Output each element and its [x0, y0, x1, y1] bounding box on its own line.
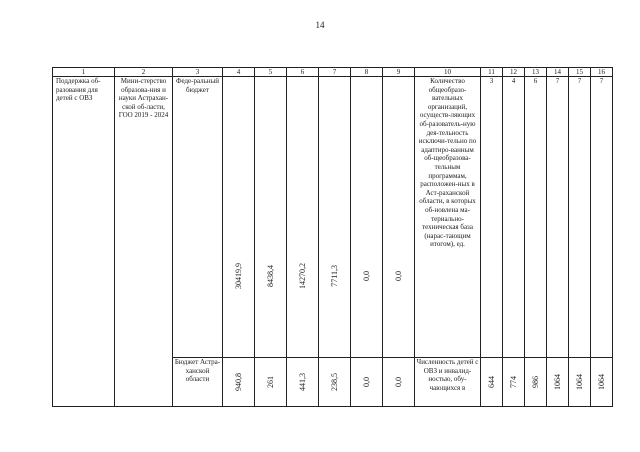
event-name-cell: Поддержка об-разования для детей с ОВЗ	[53, 77, 115, 407]
target-value: 1064	[552, 374, 562, 390]
header-cell: 5	[255, 68, 287, 77]
page-number: 14	[315, 20, 325, 30]
amount-value: 7711,3	[329, 265, 339, 287]
target-cell: 7	[569, 77, 591, 358]
header-cell: 10	[415, 68, 481, 77]
amount-cell	[255, 77, 287, 358]
amount-value: 940,8	[233, 373, 243, 391]
amount-value: 14270,2	[297, 263, 307, 289]
table-header-row	[53, 68, 613, 77]
target-value: 644	[486, 376, 496, 388]
header-cell: 6	[287, 68, 319, 77]
amount-cell	[319, 77, 351, 358]
target-cell	[481, 358, 503, 407]
amount-cell	[383, 358, 415, 407]
header-cell: 13	[525, 68, 547, 77]
target-cell: 3	[481, 77, 503, 358]
target-cell: 7	[591, 77, 613, 358]
header-cell: 4	[223, 68, 255, 77]
header-cell: 12	[503, 68, 525, 77]
amount-cell	[351, 358, 383, 407]
target-cell	[503, 358, 525, 407]
header-cell: 11	[481, 68, 503, 77]
target-value: 1064	[596, 374, 606, 390]
amount-cell	[255, 358, 287, 407]
header-cell: 1	[53, 68, 115, 77]
executor-cell: Мини-стерство образова-ния и науки Астрахан-ской об-ласти, ГОО 2019 - 2024	[115, 77, 173, 407]
funding-source-cell: Феде-ральный бюджет	[173, 77, 223, 358]
target-cell	[547, 358, 569, 407]
amount-value: 441,3	[297, 373, 307, 391]
amount-cell	[351, 77, 383, 358]
header-cell: 8	[351, 68, 383, 77]
indicator-cell: Количество общеобразо-вательных организаций, осуществ-ляющих об-разователь-ную дея-тельность исключи-тельно по адаптиро-ванным об-щеобразова-тельным программам, расположен-ных в Аст-раханской области, в которых об-новлена ма-териально-техническая база (нарас-тающим итогом), ед.	[415, 77, 481, 358]
amount-cell	[223, 358, 255, 407]
amount-value: 0,0	[393, 271, 403, 281]
amount-value: 0,0	[393, 377, 403, 387]
amount-cell	[287, 77, 319, 358]
amount-value: 30419,9	[233, 263, 243, 289]
amount-cell	[287, 358, 319, 407]
target-cell: 4	[503, 77, 525, 358]
target-cell	[569, 358, 591, 407]
header-cell: 2	[115, 68, 173, 77]
header-cell: 3	[173, 68, 223, 77]
funding-source-cell: Бюджет Астра-ханской области	[173, 358, 223, 407]
header-cell: 14	[547, 68, 569, 77]
amount-value: 238,5	[329, 373, 339, 391]
target-value: 1064	[574, 374, 584, 390]
amount-cell	[383, 77, 415, 358]
amount-value: 0,0	[361, 377, 371, 387]
header-cell: 7	[319, 68, 351, 77]
program-table	[52, 67, 613, 407]
indicator-cell: Численность детей с ОВЗ и инвалид-ностью, обу-чающихся в	[415, 358, 481, 407]
amount-value: 0,0	[361, 271, 371, 281]
amount-cell	[319, 358, 351, 407]
amount-cell	[223, 77, 255, 358]
amount-value: 261	[265, 376, 275, 388]
target-value: 774	[508, 376, 518, 388]
table-row	[53, 77, 613, 358]
target-cell: 6	[525, 77, 547, 358]
header-cell: 15	[569, 68, 591, 77]
header-cell: 9	[383, 68, 415, 77]
target-cell	[591, 358, 613, 407]
amount-value: 8438,4	[265, 265, 275, 287]
target-cell: 7	[547, 77, 569, 358]
target-cell	[525, 358, 547, 407]
target-value: 986	[530, 376, 540, 388]
header-cell: 16	[591, 68, 613, 77]
